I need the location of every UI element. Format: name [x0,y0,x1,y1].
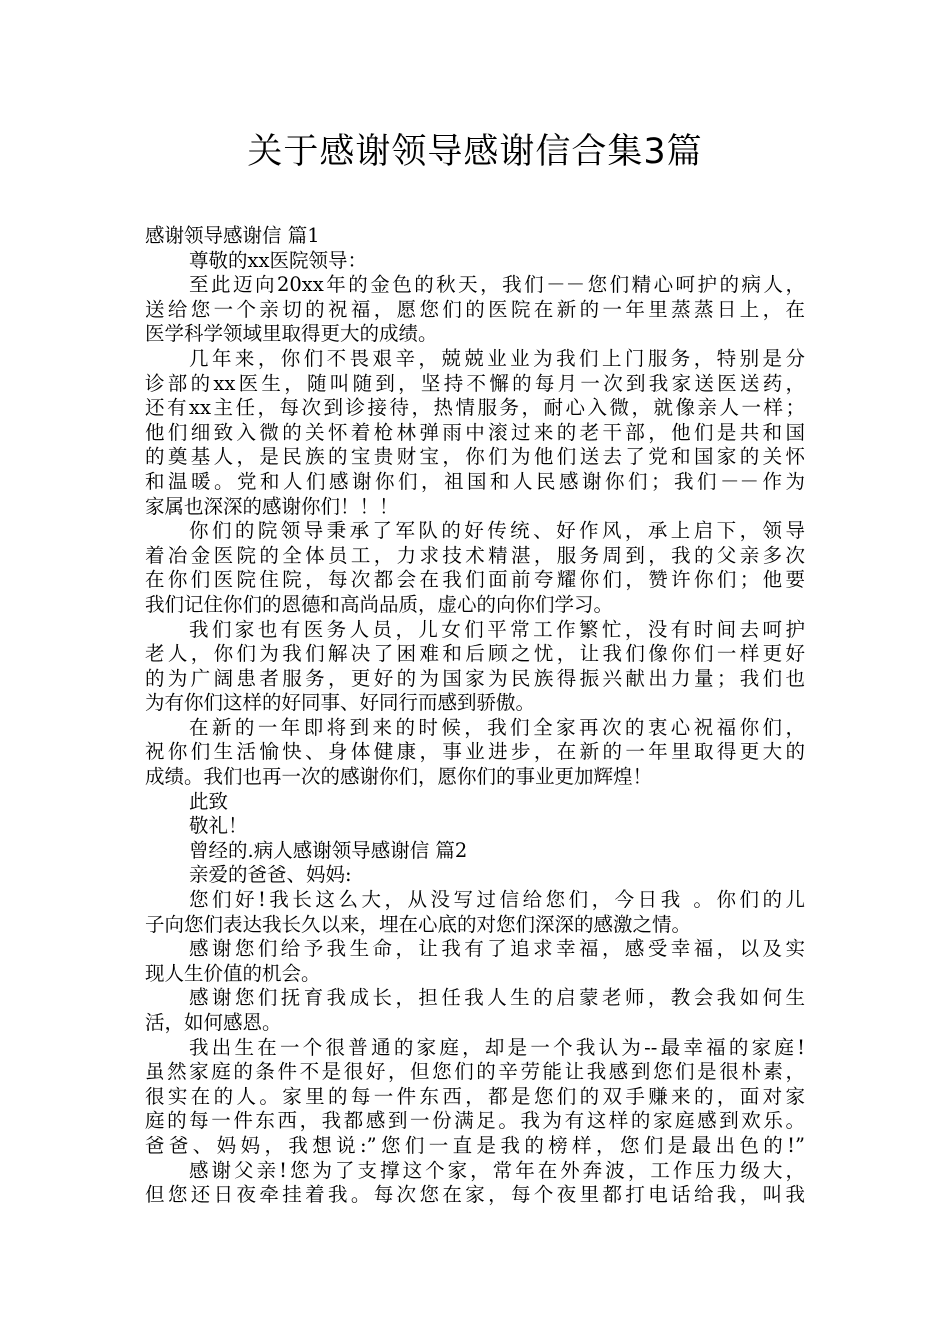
text-line: 成绩。我们也再一次的感谢你们，愿你们的事业更加辉煌！ [145,765,653,789]
text-line: 我们家也有医务人员，儿女们平常工作繁忙，没有时间去呵护 [189,617,805,641]
document-body [145,224,805,1208]
text-line: 子向您们表达我长久以来，埋在心底的对您们深深的感激之情。 [145,912,692,936]
text-line: 爸爸、妈妈，我想说:”您们一直是我的榜样，您们是最出色的!” [145,1133,805,1157]
text-line: 但您还日夜牵挂着我。每次您在家，每个夜里都打电话给我，叫我 [145,1183,805,1207]
text-line: 的为广阔患者服务，更好的为国家为民族得振兴献出力量；我们也 [145,666,805,690]
text-line: 和温暖。党和人们感谢你们，祖国和人民感谢你们；我们－－作为 [145,469,805,493]
text-line: 感谢领导感谢信 篇1 [145,224,320,247]
text-line: 感谢您们给予我生命，让我有了追求幸福，感受幸福，以及实 [189,937,805,961]
text-line: 诊部的xx医生，随叫随到，坚持不懈的每月一次到我家送医送药， [145,371,805,395]
text-line: 送给您一个亲切的祝福，愿您们的医院在新的一年里蒸蒸日上，在 [145,297,805,321]
text-line: 此致 [189,789,229,813]
text-line: 感谢您们抚育我成长，担任我人生的启蒙老师，教会我如何生 [189,986,805,1010]
text-line: 虽然家庭的条件不是很好，但您们的辛劳能让我感到您们是很朴素， [145,1060,805,1084]
text-line: 我出生在一个很普通的家庭，却是一个我认为--最幸福的家庭! [189,1035,805,1059]
text-line: 亲爱的爸爸、妈妈: [189,863,352,887]
text-line: 几年来，你们不畏艰辛，兢兢业业为我们上门服务，特别是分 [189,346,805,370]
text-line: 您们好!我长这么大，从没写过信给您们，今日我 。你们的儿 [189,888,805,912]
text-line: 祝你们生活愉快、身体健康，事业进步，在新的一年里取得更大的 [145,740,805,764]
text-line: 敬礼！ [189,814,248,838]
text-line: 在你们医院住院，每次都会在我们面前夸耀你们，赞许你们；他要 [145,568,805,592]
text-line: 还有xx主任，每次到诊接待，热情服务，耐心入微，就像亲人一样； [145,396,805,420]
text-line: 你们的院领导秉承了军队的好传统、好作风，承上启下，领导 [189,519,805,543]
text-line: 曾经的.病人感谢领导感谢信 篇2 [189,838,468,862]
text-line: 庭的每一件东西，我都感到一份满足。我为有这样的家庭感到欢乐。 [145,1109,805,1133]
text-line: 他们细致入微的关怀着枪林弹雨中滚过来的老干部，他们是共和国 [145,420,805,444]
text-line: 老人，你们为我们解决了困难和后顾之忧，让我们像你们一样更好 [145,642,805,666]
text-line: 至此迈向20xx年的金色的秋天，我们－－您们精心呵护的病人， [189,273,805,297]
text-line: 尊敬的xx医院领导： [189,248,367,272]
document-title: 关于感谢领导感谢信合集3篇 [247,132,703,172]
text-line: 医学科学领域里取得更大的成绩。 [145,322,438,346]
text-line: 着冶金医院的全体员工，力求技术精湛，服务周到，我的父亲多次 [145,543,805,567]
text-line: 的奠基人，是民族的宝贵财宝，你们为他们送去了党和国家的关怀 [145,445,805,469]
text-line: 现人生价值的机会。 [145,961,321,985]
text-line: 我们记住你们的恩德和高尚品质，虚心的向你们学习。 [145,592,614,616]
text-line: 感谢父亲!您为了支撑这个家，常年在外奔波，工作压力级大， [189,1158,805,1182]
text-line: 活，如何感恩。 [145,1011,282,1034]
text-line: 很实在的人。家里的每一件东西，都是您们的双手赚来的，面对家 [145,1084,805,1108]
text-line: 家属也深深的感谢你们！！！ [145,494,399,518]
text-line: 在新的一年即将到来的时候，我们全家再次的衷心祝福你们， [189,715,805,739]
text-line: 为有你们这样的好同事、好同行而感到骄傲。 [145,691,536,715]
